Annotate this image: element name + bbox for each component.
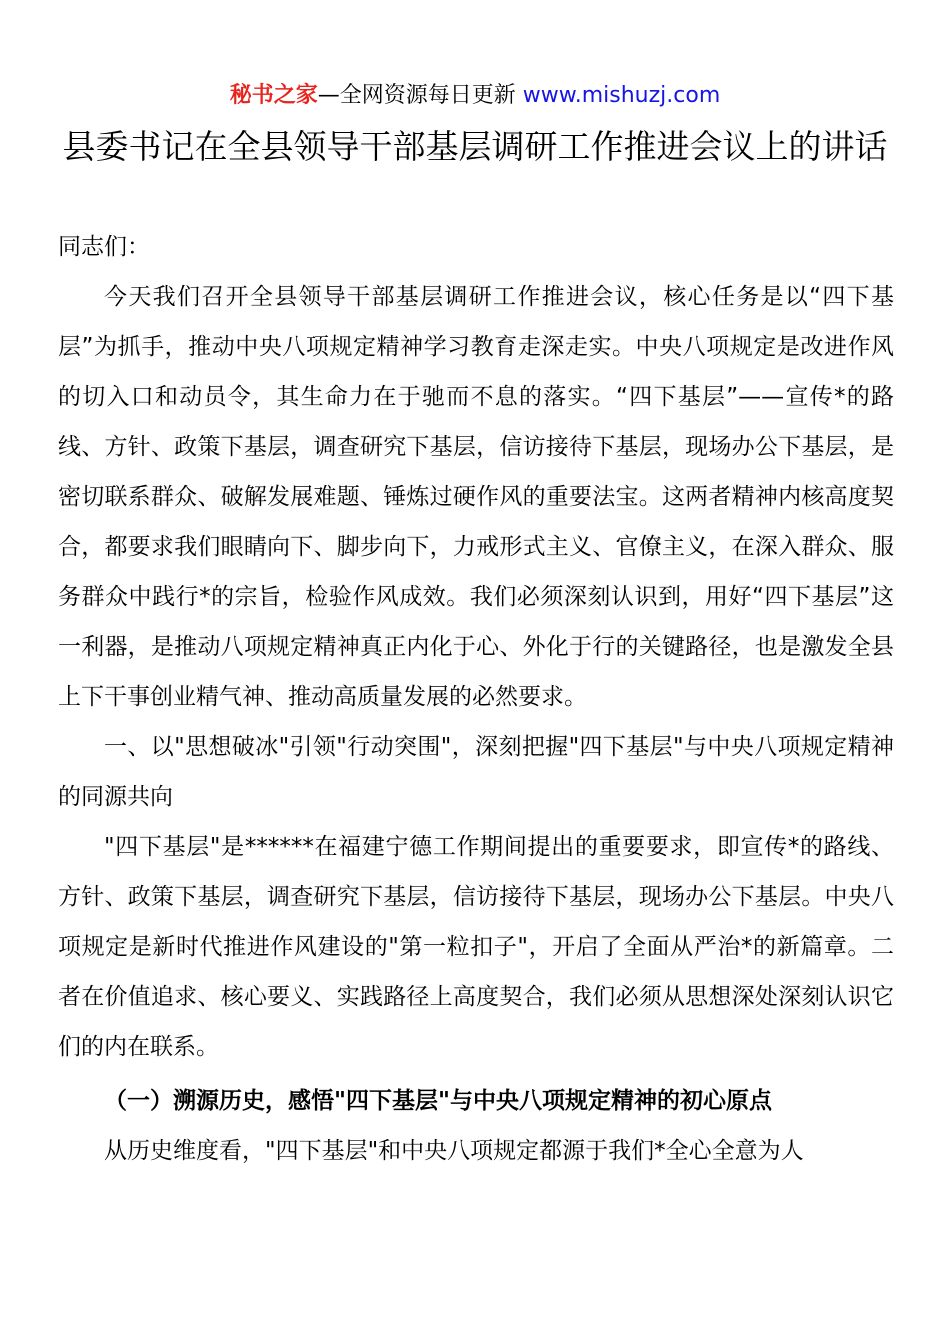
body-paragraph: "四下基层"是******在福建宁德工作期间提出的重要要求，即宣传*的路线、方针、政策下基层，调查研究下基层，信访接待下基层，现场办公下基层。中央八项规定是新时代推进作风建设的"第一粒扣子"，开启了全面从严治*的新篇章。二者在价值追求、核心要义、实践路径上高度契合，我们必须从思想深处深刻认识它们的内在联系。 <box>58 834 894 1060</box>
document-title: 县委书记在全县领导干部基层调研工作推进会议上的讲话 <box>62 127 888 166</box>
body-paragraph-continued: 从历史维度看，"四下基层"和中央八项规定都源于我们*全心全意为人 <box>104 1138 804 1164</box>
brand-name: 秘书之家 <box>229 83 318 108</box>
salutation: 同志们： <box>58 234 150 260</box>
site-url-link[interactable]: www.mishuzj.com <box>522 83 721 108</box>
section-heading: 一、以"思想破冰"引领"行动突围"，深刻把握"四下基层"与中央八项规定精神的同源共向 <box>58 734 894 810</box>
site-banner <box>0 80 950 112</box>
banner-tagline: —全网资源每日更新 <box>317 83 523 108</box>
sub-heading: （一）溯源历史，感悟"四下基层"与中央八项规定精神的初心原点 <box>104 1088 772 1114</box>
intro-paragraph: 今天我们召开全县领导干部基层调研工作推进会议，核心任务是以“四下基层”为抓手，推动中央八项规定精神学习教育走深走实。中央八项规定是改进作风的切入口和动员令，其生命力在于驰而不息的落实。“四下基层”——宣传*的路线、方针、政策下基层，调查研究下基层，信访接待下基层，现场办公下基层，是密切联系群众、破解发展难题、锤炼过硬作风的重要法宝。这两者精神内核高度契合，都要求我们眼睛向下、脚步向下，力戒形式主义、官僚主义，在深入群众、服务群众中践行*的宗旨，检验作风成效。我们必须深刻认识到，用好“四下基层”这一利器，是推动八项规定精神真正内化于心、外化于行的关键路径，也是激发全县上下干事创业精气神、推动高质量发展的必然要求。 <box>58 284 894 710</box>
document-body <box>58 222 894 1176</box>
